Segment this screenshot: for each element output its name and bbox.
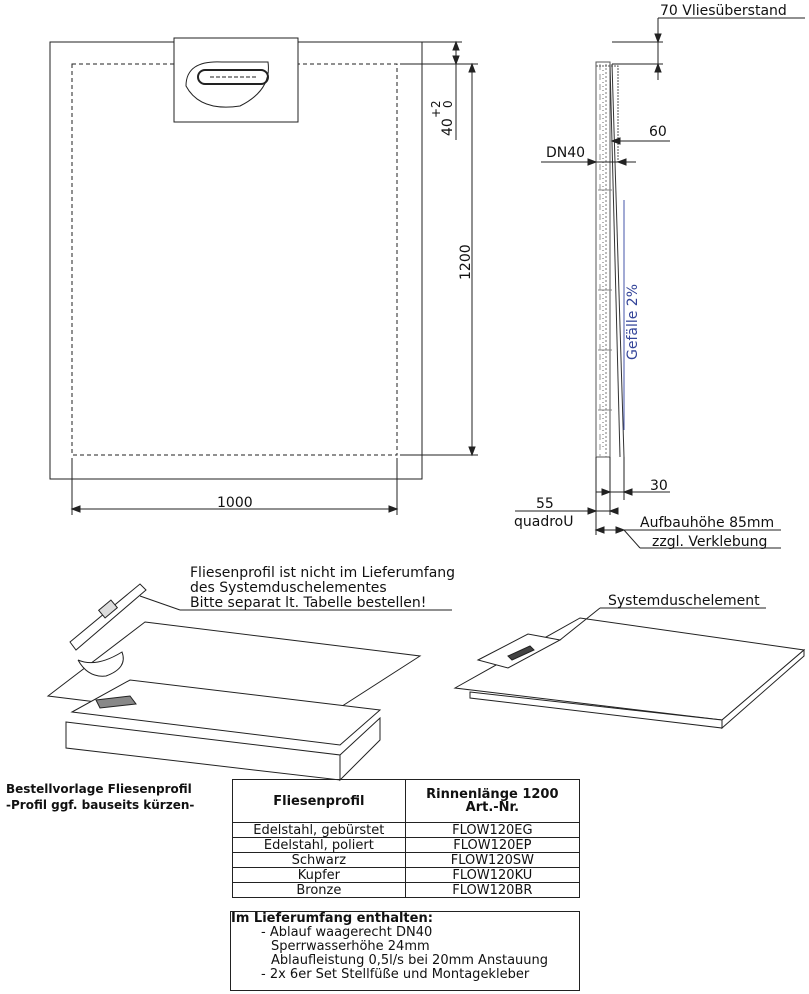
order-title-2: -Profil ggf. bauseits kürzen- [6, 798, 195, 812]
exploded-view [0, 584, 804, 780]
dim-drain-offset-label: 40 [440, 118, 456, 136]
table-row: Schwarz FLOW120SW [233, 853, 580, 868]
system-element [455, 618, 804, 720]
order-table [232, 779, 580, 898]
quadro-label: quadroU [514, 514, 574, 530]
included-box [230, 911, 580, 991]
order-col-profile: Fliesenprofil [233, 780, 406, 823]
included-line-4: - 2x 6er Set Stellfüße und Montagekleber [261, 967, 530, 982]
fleece-label: 70 Vliesüberstand [660, 3, 787, 19]
system-element-label: Systemduschelement [608, 593, 760, 609]
included-line-3: Ablaufleistung 0,5l/s bei 20mm Anstauung [271, 953, 548, 968]
profile-note-3: Bitte separat lt. Tabelle bestellen! [190, 595, 427, 611]
order-col-length: Rinnenlänge 1200 Art.-Nr. [405, 780, 579, 823]
table-row: Kupfer FLOW120KU [233, 868, 580, 883]
top-view [50, 38, 478, 515]
profile-note-2: des Systemduschelementes [190, 580, 387, 596]
slope-label: Gefälle 2% [625, 283, 641, 360]
side-view [515, 18, 805, 548]
dim-30-label: 30 [650, 478, 668, 494]
dim-tol-plus-label: +2 [429, 100, 443, 118]
order-title-1: Bestellvorlage Fliesenprofil [6, 782, 192, 796]
dim-width-label: 1000 [217, 495, 253, 511]
table-row: Edelstahl, poliert FLOW120EP [233, 838, 580, 853]
table-row: Edelstahl, gebürstet FLOW120EG [233, 823, 580, 838]
dim-60-label: 60 [649, 124, 667, 140]
tray-inner-dashed [72, 64, 397, 455]
dn40-label: DN40 [546, 145, 586, 161]
glue-label: zzgl. Verklebung [652, 534, 768, 550]
dim-tol-zero-label: 0 [441, 100, 455, 108]
dim-length-label: 1200 [458, 244, 474, 280]
profile-note-1: Fliesenprofil ist nicht im Lieferumfang [190, 565, 456, 581]
included-title: Im Lieferumfang enthalten: [231, 911, 433, 926]
height-label: Aufbauhöhe 85mm [640, 515, 775, 531]
drain-cover [174, 38, 298, 122]
side-profile [596, 62, 610, 457]
included-line-1: - Ablauf waagerecht DN40 [261, 925, 433, 940]
table-row: Bronze FLOW120BR [233, 883, 580, 898]
included-line-2: Sperrwasserhöhe 24mm [271, 939, 430, 954]
dim-55-label: 55 [536, 496, 554, 512]
